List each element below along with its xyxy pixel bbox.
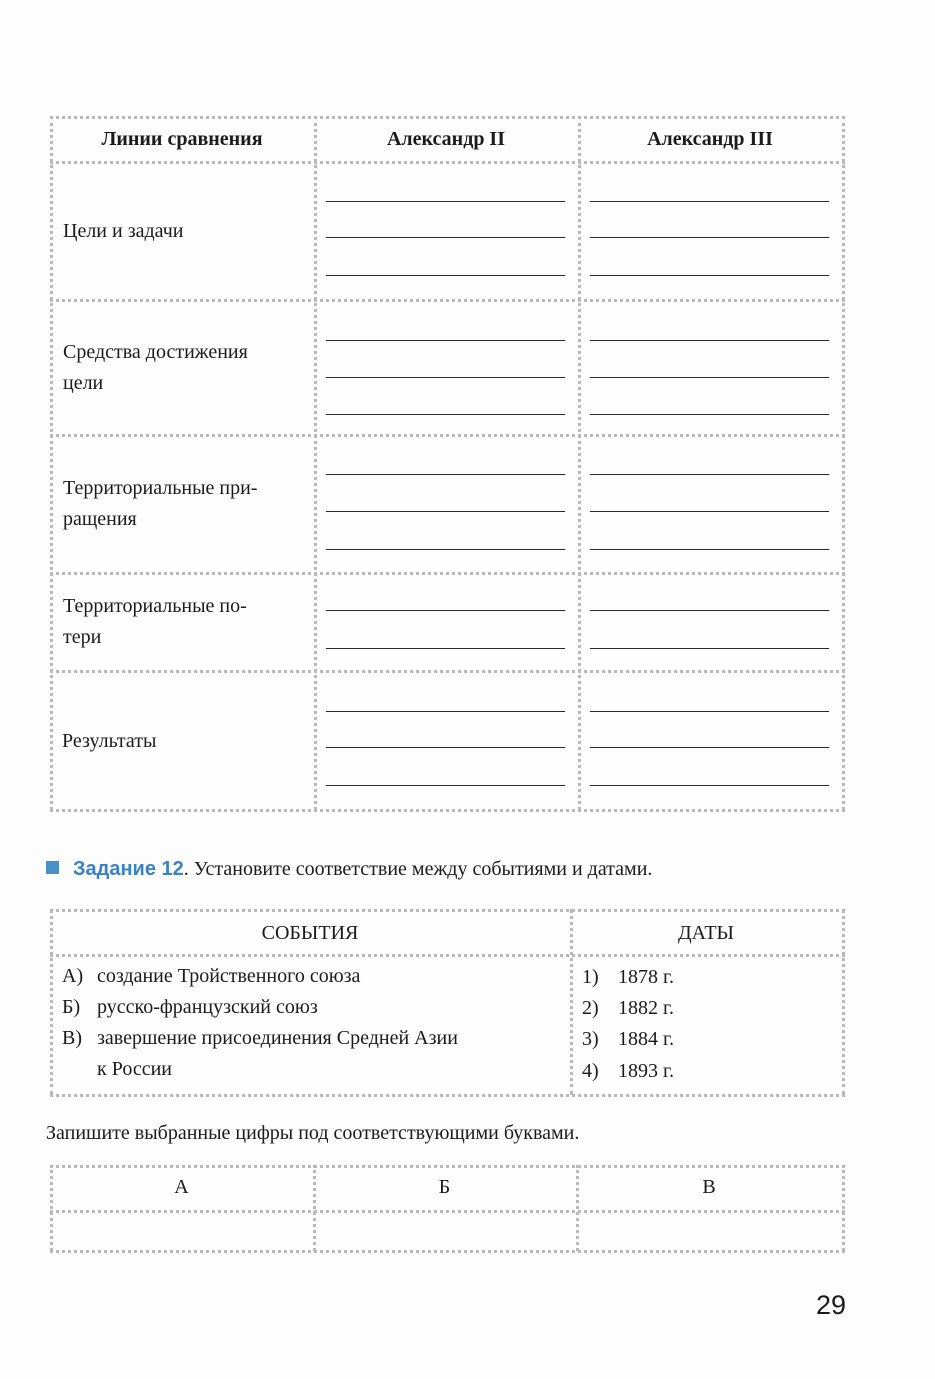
table-border bbox=[50, 572, 845, 575]
answer-line[interactable] bbox=[326, 377, 565, 378]
answer-line[interactable] bbox=[326, 549, 565, 550]
table-border bbox=[50, 299, 845, 302]
table-border bbox=[50, 1210, 845, 1213]
answer-line[interactable] bbox=[590, 747, 829, 748]
row-label: ращения bbox=[63, 508, 137, 530]
column-header: Александр II bbox=[386, 128, 506, 150]
answer-cell-a[interactable] bbox=[54, 1214, 310, 1248]
bullet-square-icon bbox=[46, 861, 59, 874]
answer-line[interactable] bbox=[326, 340, 565, 341]
event-text: русско-французский союз bbox=[97, 996, 318, 1018]
row-label: Территориальные по- bbox=[63, 595, 247, 617]
answer-header-v: В bbox=[702, 1176, 716, 1198]
table-border bbox=[50, 161, 845, 164]
answer-line[interactable] bbox=[590, 237, 829, 238]
date-number: 3) bbox=[582, 1028, 599, 1050]
column-header: Александр III bbox=[647, 128, 773, 150]
date-number: 4) bbox=[582, 1060, 599, 1082]
answer-line[interactable] bbox=[326, 785, 565, 786]
events-header: СОБЫТИЯ bbox=[261, 922, 359, 944]
table-border bbox=[50, 116, 53, 810]
task-text: . Установите соответствие между событиями и датами. bbox=[183, 858, 653, 880]
answer-line[interactable] bbox=[326, 275, 565, 276]
row-label: цели bbox=[63, 372, 104, 394]
table-border bbox=[50, 1165, 845, 1168]
table-border bbox=[50, 434, 845, 437]
page-number: 29 bbox=[815, 1290, 846, 1320]
table-border bbox=[50, 116, 845, 119]
table-border bbox=[842, 909, 845, 1095]
date-text: 1878 г. bbox=[618, 966, 674, 988]
event-letter: Б) bbox=[62, 996, 81, 1018]
date-text: 1882 г. bbox=[618, 997, 674, 1019]
instruction-text: Запишите выбранные цифры под соответствующими буквами. bbox=[46, 1122, 580, 1144]
answer-line[interactable] bbox=[326, 648, 565, 649]
event-text: создание Тройственного союза bbox=[97, 965, 361, 987]
row-label: Средства достижения bbox=[63, 341, 248, 363]
answer-line[interactable] bbox=[590, 201, 829, 202]
table-border bbox=[50, 1094, 845, 1097]
answer-header-a: А bbox=[174, 1176, 189, 1198]
answer-line[interactable] bbox=[326, 237, 565, 238]
answer-line[interactable] bbox=[590, 511, 829, 512]
date-text: 1884 г. bbox=[618, 1028, 674, 1050]
table-border bbox=[314, 116, 317, 810]
date-number: 2) bbox=[582, 997, 599, 1019]
row-label: Территориальные при- bbox=[63, 477, 258, 499]
event-text: завершение присоединения Средней Азии bbox=[97, 1027, 458, 1049]
answer-line[interactable] bbox=[590, 785, 829, 786]
table-border bbox=[50, 1250, 845, 1253]
row-label: Цели и задачи bbox=[63, 220, 184, 242]
column-header: Линии сравнения bbox=[101, 128, 263, 150]
date-number: 1) bbox=[582, 966, 599, 988]
answer-line[interactable] bbox=[590, 474, 829, 475]
answer-line[interactable] bbox=[590, 549, 829, 550]
answer-cell-b[interactable] bbox=[317, 1214, 573, 1248]
event-letter: В) bbox=[62, 1027, 82, 1049]
table-border bbox=[578, 116, 581, 810]
dates-header: ДАТЫ bbox=[678, 922, 734, 944]
answer-cell-v[interactable] bbox=[580, 1214, 839, 1248]
row-label: тери bbox=[63, 626, 102, 648]
answer-line[interactable] bbox=[590, 340, 829, 341]
date-text: 1893 г. bbox=[618, 1060, 674, 1082]
table-border bbox=[842, 1165, 845, 1251]
answer-line[interactable] bbox=[590, 275, 829, 276]
table-border bbox=[50, 954, 845, 957]
answer-line[interactable] bbox=[326, 747, 565, 748]
answer-line[interactable] bbox=[590, 414, 829, 415]
answer-line[interactable] bbox=[326, 474, 565, 475]
task-label: Задание 12 bbox=[73, 858, 184, 880]
table-border bbox=[50, 670, 845, 673]
table-border bbox=[50, 809, 845, 812]
answer-line[interactable] bbox=[590, 648, 829, 649]
table-border bbox=[842, 116, 845, 810]
event-text: к России bbox=[97, 1058, 172, 1080]
answer-line[interactable] bbox=[326, 610, 565, 611]
answer-line[interactable] bbox=[326, 511, 565, 512]
answer-header-b: Б bbox=[438, 1176, 451, 1198]
answer-line[interactable] bbox=[590, 377, 829, 378]
answer-line[interactable] bbox=[326, 414, 565, 415]
task-heading bbox=[46, 855, 652, 883]
answer-line[interactable] bbox=[326, 711, 565, 712]
row-label: Результаты bbox=[62, 730, 157, 752]
event-letter: А) bbox=[62, 965, 84, 987]
answer-line[interactable] bbox=[590, 610, 829, 611]
answer-line[interactable] bbox=[326, 201, 565, 202]
table-border bbox=[50, 909, 845, 912]
answer-line[interactable] bbox=[590, 711, 829, 712]
